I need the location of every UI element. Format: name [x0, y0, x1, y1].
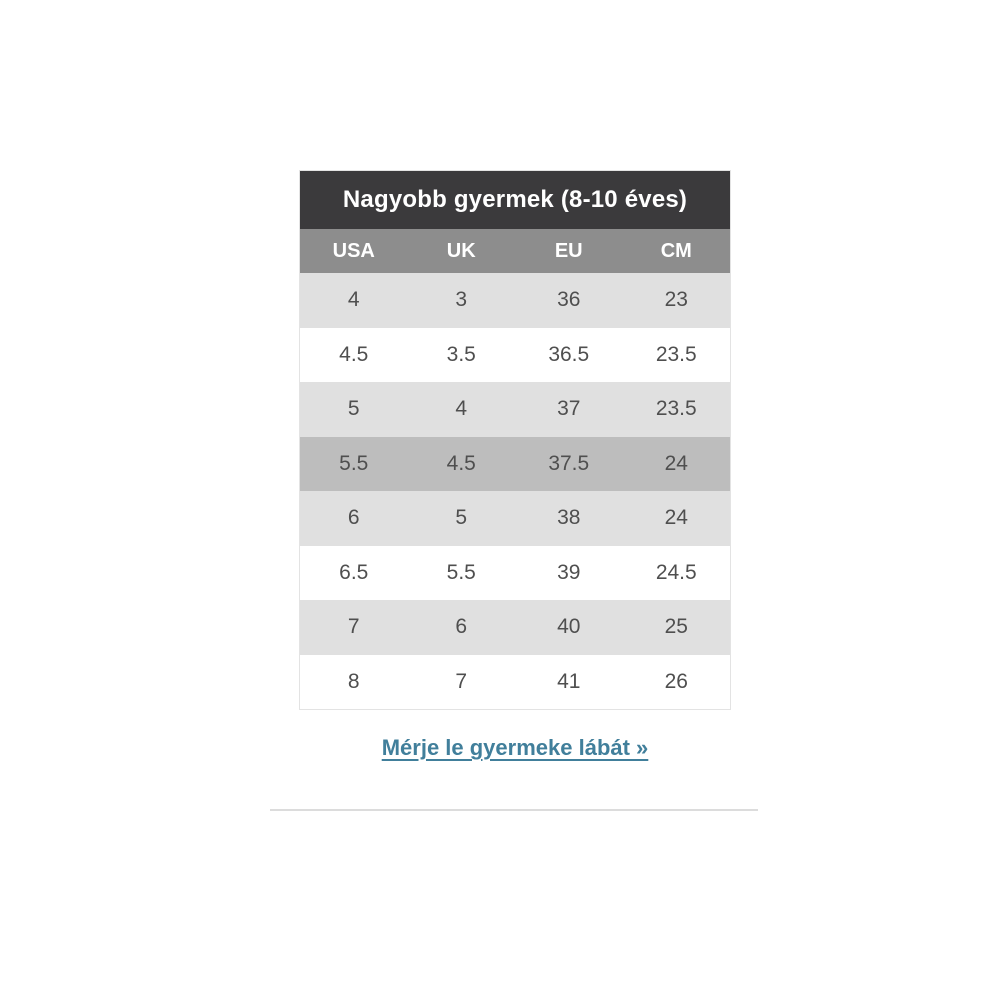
table-cell-eu: 38: [557, 506, 581, 530]
table-cell-cm: 24.5: [655, 560, 697, 584]
table-cell-usa: 6: [347, 506, 360, 530]
column-header-cm: CM: [660, 239, 692, 262]
table-cell-eu: 37.5: [548, 451, 590, 475]
size-chart-header-row: [300, 229, 730, 273]
table-cell-uk: 5: [455, 506, 468, 530]
table-cell-uk: 3.5: [446, 342, 476, 366]
table-cell-uk: 5.5: [446, 560, 476, 584]
measure-foot-link[interactable]: Mérje le gyermeke lábát »: [381, 735, 649, 760]
table-cell-eu: 40: [557, 615, 581, 639]
table-row: [300, 655, 730, 710]
table-cell-usa: 6.5: [339, 560, 369, 584]
table-cell-usa: 8: [347, 669, 360, 693]
table-cell-usa: 5: [347, 397, 360, 421]
table-cell-usa: 4.5: [339, 342, 369, 366]
table-cell-usa: 5.5: [339, 451, 369, 475]
table-cell-cm: 24: [664, 506, 688, 530]
table-cell-cm: 24: [664, 451, 688, 475]
table-cell-cm: 23.5: [655, 342, 697, 366]
table-cell-cm: 26: [664, 669, 688, 693]
table-cell-uk: 7: [455, 669, 468, 693]
column-header-usa: USA: [332, 239, 375, 262]
table-cell-uk: 4.5: [446, 451, 476, 475]
table-row: [300, 328, 730, 383]
table-cell-eu: 36: [557, 288, 581, 312]
table-cell-uk: 6: [455, 615, 468, 639]
size-chart-body: [300, 273, 730, 709]
table-row: [300, 546, 730, 601]
table-cell-eu: 37: [557, 397, 581, 421]
table-row: [300, 382, 730, 437]
table-cell-uk: 3: [455, 288, 468, 312]
section-divider: [270, 809, 758, 811]
link-container: [299, 735, 731, 761]
table-cell-eu: 39: [557, 560, 581, 584]
column-header-uk: UK: [446, 239, 476, 262]
table-cell-eu: 41: [557, 669, 581, 693]
size-chart-title: Nagyobb gyermek (8-10 éves): [300, 171, 730, 229]
table-cell-cm: 25: [664, 615, 688, 639]
table-cell-eu: 36.5: [548, 342, 590, 366]
table-cell-usa: 7: [347, 615, 360, 639]
table-row: [300, 491, 730, 546]
size-chart-table: [299, 170, 731, 710]
table-cell-uk: 4: [455, 397, 468, 421]
table-row: [300, 600, 730, 655]
table-cell-cm: 23: [664, 288, 688, 312]
table-cell-cm: 23.5: [655, 397, 697, 421]
table-row-highlighted: [300, 437, 730, 492]
column-header-eu: EU: [554, 239, 583, 262]
table-row: [300, 273, 730, 328]
table-cell-usa: 4: [347, 288, 360, 312]
